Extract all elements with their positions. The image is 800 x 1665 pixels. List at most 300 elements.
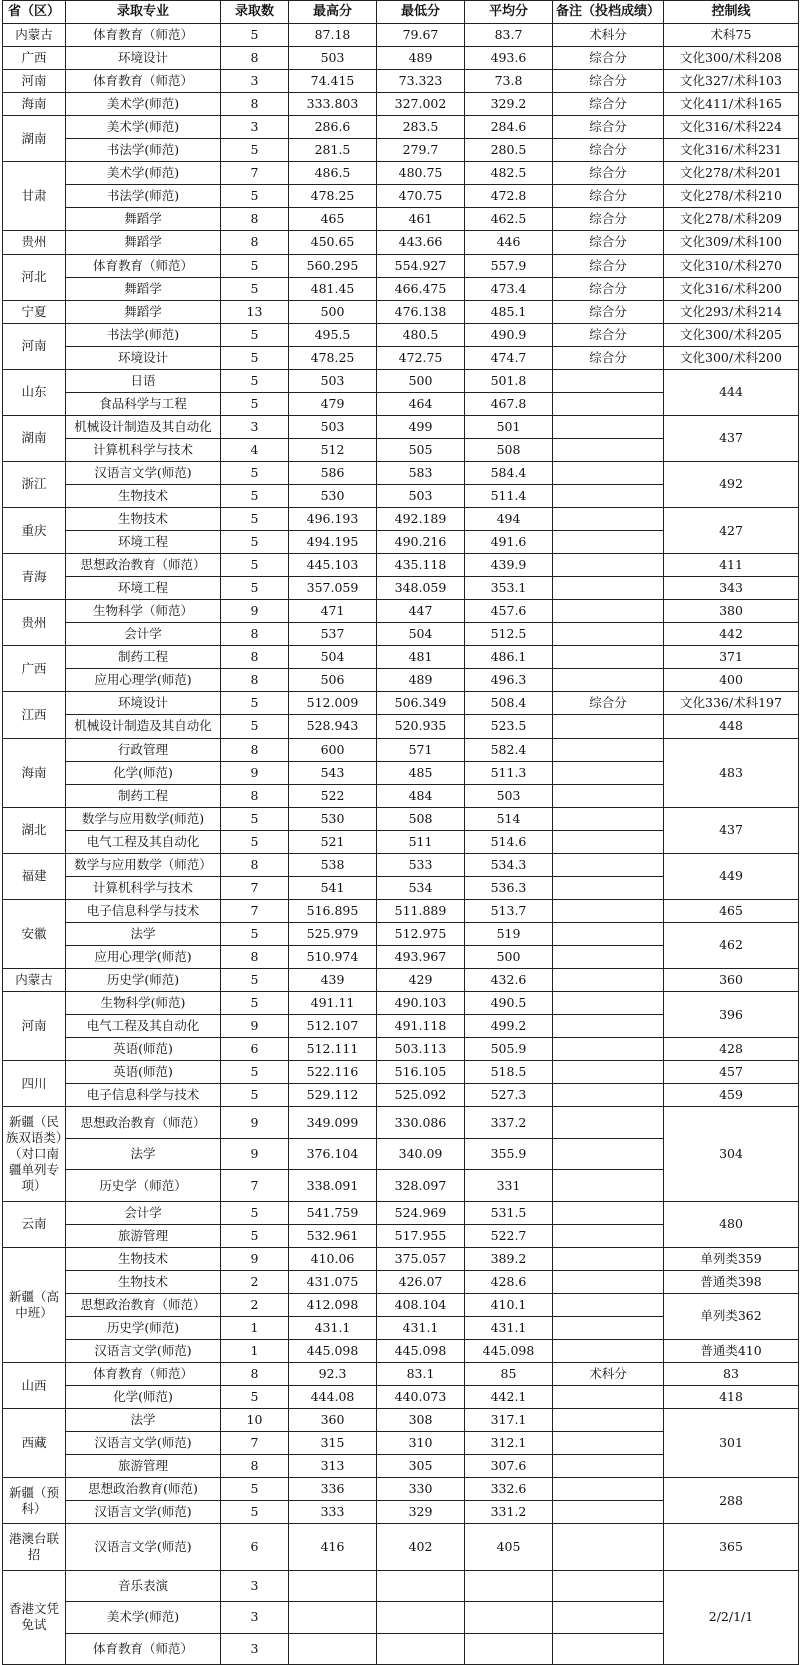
avg-score-cell: 490.9 <box>465 323 553 346</box>
control-line-cell: 文化293/术科214 <box>664 300 799 323</box>
count-cell: 5 <box>221 1201 289 1224</box>
table-row <box>3 1478 799 1501</box>
min-score-cell: 466.475 <box>377 277 465 300</box>
avg-score-cell: 522.7 <box>465 1224 553 1247</box>
admission-table-container <box>2 0 798 1665</box>
count-cell: 2 <box>221 1270 289 1293</box>
table-row <box>3 254 799 277</box>
control-line-cell: 492 <box>664 461 799 507</box>
avg-score-cell: 531.5 <box>465 1201 553 1224</box>
count-cell: 3 <box>221 1602 289 1634</box>
note-cell <box>553 554 664 577</box>
avg-score-cell <box>465 1602 553 1634</box>
count-cell: 5 <box>221 830 289 853</box>
control-line-cell: 437 <box>664 807 799 853</box>
max-score-cell <box>289 1570 377 1602</box>
major-cell: 生物技术 <box>66 1270 221 1293</box>
table-row <box>3 1270 799 1293</box>
note-cell <box>553 1386 664 1409</box>
major-cell: 生物科学(师范) <box>66 992 221 1015</box>
max-score-cell: 478.25 <box>289 346 377 369</box>
table-body <box>3 24 799 1665</box>
count-cell: 5 <box>221 922 289 945</box>
major-cell: 日语 <box>66 369 221 392</box>
control-line-cell: 427 <box>664 508 799 554</box>
max-score-cell: 537 <box>289 623 377 646</box>
table-row <box>3 1061 799 1084</box>
min-score-cell: 503 <box>377 484 465 507</box>
max-score-cell: 532.961 <box>289 1224 377 1247</box>
control-line-cell: 文化411/术科165 <box>664 93 799 116</box>
max-score-cell: 503 <box>289 369 377 392</box>
avg-score-cell: 536.3 <box>465 876 553 899</box>
count-cell: 5 <box>221 1478 289 1501</box>
min-score-cell: 340.09 <box>377 1138 465 1170</box>
min-score-cell: 305 <box>377 1455 465 1478</box>
avg-score-cell: 485.1 <box>465 300 553 323</box>
province-cell: 河南 <box>3 70 66 93</box>
max-score-cell: 410.06 <box>289 1247 377 1270</box>
avg-score-cell: 431.1 <box>465 1316 553 1339</box>
control-line-cell: 480 <box>664 1201 799 1247</box>
control-line-cell: 普通类398 <box>664 1270 799 1293</box>
major-cell: 会计学 <box>66 1201 221 1224</box>
max-score-cell: 333.803 <box>289 93 377 116</box>
min-score-cell: 492.189 <box>377 508 465 531</box>
max-score-cell: 281.5 <box>289 139 377 162</box>
note-cell <box>553 830 664 853</box>
avg-score-cell <box>465 1570 553 1602</box>
count-cell: 7 <box>221 1170 289 1202</box>
max-score-cell: 444.08 <box>289 1386 377 1409</box>
note-cell <box>553 1633 664 1665</box>
table-row <box>3 47 799 70</box>
min-score-cell: 429 <box>377 968 465 991</box>
note-cell <box>553 369 664 392</box>
note-cell <box>553 484 664 507</box>
major-cell: 环境工程 <box>66 577 221 600</box>
note-cell <box>553 669 664 692</box>
major-cell: 美术学(师范) <box>66 116 221 139</box>
count-cell: 1 <box>221 1340 289 1363</box>
note-cell <box>553 715 664 738</box>
count-cell: 9 <box>221 761 289 784</box>
count-cell: 5 <box>221 968 289 991</box>
note-cell <box>553 531 664 554</box>
table-row <box>3 1570 799 1602</box>
count-cell: 10 <box>221 1409 289 1432</box>
min-score-cell: 489 <box>377 47 465 70</box>
note-cell: 综合分 <box>553 70 664 93</box>
max-score-cell: 349.099 <box>289 1107 377 1139</box>
max-score-cell: 431.1 <box>289 1316 377 1339</box>
province-cell: 河北 <box>3 254 66 300</box>
min-score-cell: 435.118 <box>377 554 465 577</box>
control-line-cell: 文化316/术科231 <box>664 139 799 162</box>
note-cell <box>553 1501 664 1524</box>
note-cell: 综合分 <box>553 277 664 300</box>
max-score-cell: 522 <box>289 784 377 807</box>
control-line-cell: 普通类410 <box>664 1340 799 1363</box>
province-cell: 新疆（预科） <box>3 1478 66 1524</box>
count-cell: 1 <box>221 1316 289 1339</box>
major-cell: 会计学 <box>66 623 221 646</box>
header-province: 省（区） <box>3 1 66 24</box>
avg-score-cell: 331 <box>465 1170 553 1202</box>
max-score-cell: 506 <box>289 669 377 692</box>
major-cell: 汉语言文学(师范) <box>66 1340 221 1363</box>
note-cell <box>553 1061 664 1084</box>
min-score-cell: 375.057 <box>377 1247 465 1270</box>
max-score-cell: 510.974 <box>289 945 377 968</box>
province-cell: 湖南 <box>3 415 66 461</box>
note-cell: 综合分 <box>553 185 664 208</box>
min-score-cell: 328.097 <box>377 1170 465 1202</box>
min-score-cell: 508 <box>377 807 465 830</box>
max-score-cell: 504 <box>289 646 377 669</box>
count-cell: 3 <box>221 70 289 93</box>
province-cell: 山西 <box>3 1363 66 1409</box>
count-cell: 5 <box>221 392 289 415</box>
major-cell: 环境设计 <box>66 692 221 715</box>
min-score-cell <box>377 1570 465 1602</box>
header-max-score: 最高分 <box>289 1 377 24</box>
max-score-cell: 512.111 <box>289 1038 377 1061</box>
province-cell: 广西 <box>3 47 66 70</box>
note-cell <box>553 1455 664 1478</box>
major-cell: 书法学(师范) <box>66 185 221 208</box>
count-cell: 7 <box>221 162 289 185</box>
major-cell: 体育教育（师范） <box>66 70 221 93</box>
note-cell <box>553 508 664 531</box>
major-cell: 舞蹈学 <box>66 300 221 323</box>
avg-score-cell: 499.2 <box>465 1015 553 1038</box>
min-score-cell: 440.073 <box>377 1386 465 1409</box>
min-score-cell: 464 <box>377 392 465 415</box>
min-score-cell: 447 <box>377 600 465 623</box>
note-cell <box>553 784 664 807</box>
table-row <box>3 738 799 761</box>
major-cell: 英语(师范) <box>66 1061 221 1084</box>
table-row <box>3 1363 799 1386</box>
count-cell: 5 <box>221 277 289 300</box>
major-cell: 法学 <box>66 1409 221 1432</box>
control-line-cell: 459 <box>664 1084 799 1107</box>
avg-score-cell: 496.3 <box>465 669 553 692</box>
count-cell: 8 <box>221 231 289 254</box>
max-score-cell: 600 <box>289 738 377 761</box>
header-row <box>3 1 799 24</box>
max-score-cell: 530 <box>289 484 377 507</box>
note-cell <box>553 1524 664 1570</box>
table-row <box>3 24 799 47</box>
avg-score-cell: 501.8 <box>465 369 553 392</box>
min-score-cell: 583 <box>377 461 465 484</box>
max-score-cell: 465 <box>289 208 377 231</box>
avg-score-cell: 355.9 <box>465 1138 553 1170</box>
control-line-cell: 449 <box>664 853 799 899</box>
count-cell: 5 <box>221 484 289 507</box>
control-line-cell: 文化327/术科103 <box>664 70 799 93</box>
avg-score-cell: 353.1 <box>465 577 553 600</box>
avg-score-cell: 491.6 <box>465 531 553 554</box>
min-score-cell: 489 <box>377 669 465 692</box>
min-score-cell: 308 <box>377 1409 465 1432</box>
table-row <box>3 116 799 139</box>
max-score-cell: 445.098 <box>289 1340 377 1363</box>
count-cell: 8 <box>221 1363 289 1386</box>
table-row <box>3 323 799 346</box>
table-row <box>3 1247 799 1270</box>
avg-score-cell: 445.098 <box>465 1340 553 1363</box>
control-line-cell: 文化336/术科197 <box>664 692 799 715</box>
count-cell: 5 <box>221 508 289 531</box>
min-score-cell: 472.75 <box>377 346 465 369</box>
count-cell: 8 <box>221 945 289 968</box>
table-row <box>3 554 799 577</box>
control-line-cell: 301 <box>664 1409 799 1478</box>
min-score-cell: 330.086 <box>377 1107 465 1139</box>
control-line-cell: 文化300/术科200 <box>664 346 799 369</box>
table-row <box>3 415 799 438</box>
min-score-cell: 503.113 <box>377 1038 465 1061</box>
note-cell: 综合分 <box>553 116 664 139</box>
note-cell <box>553 646 664 669</box>
major-cell: 思想政治教育（师范） <box>66 1293 221 1316</box>
min-score-cell: 348.059 <box>377 577 465 600</box>
major-cell: 数学与应用数学(师范) <box>66 807 221 830</box>
count-cell: 8 <box>221 623 289 646</box>
control-line-cell: 343 <box>664 577 799 600</box>
note-cell <box>553 1084 664 1107</box>
max-score-cell: 360 <box>289 1409 377 1432</box>
major-cell: 体育教育（师范） <box>66 254 221 277</box>
max-score-cell: 481.45 <box>289 277 377 300</box>
major-cell: 音乐表演 <box>66 1570 221 1602</box>
min-score-cell: 83.1 <box>377 1363 465 1386</box>
table-row <box>3 508 799 531</box>
min-score-cell: 79.67 <box>377 24 465 47</box>
note-cell <box>553 1170 664 1202</box>
province-cell: 贵州 <box>3 600 66 646</box>
avg-score-cell: 512.5 <box>465 623 553 646</box>
min-score-cell: 310 <box>377 1432 465 1455</box>
major-cell: 历史学(师范) <box>66 968 221 991</box>
note-cell: 综合分 <box>553 162 664 185</box>
max-score-cell: 586 <box>289 461 377 484</box>
min-score-cell: 533 <box>377 853 465 876</box>
min-score-cell: 327.002 <box>377 93 465 116</box>
note-cell <box>553 945 664 968</box>
control-line-cell: 文化310/术科270 <box>664 254 799 277</box>
control-line-cell: 444 <box>664 369 799 415</box>
count-cell: 5 <box>221 139 289 162</box>
major-cell: 美术学(师范) <box>66 162 221 185</box>
avg-score-cell: 280.5 <box>465 139 553 162</box>
min-score-cell: 443.66 <box>377 231 465 254</box>
province-cell: 内蒙古 <box>3 968 66 991</box>
avg-score-cell: 503 <box>465 784 553 807</box>
major-cell: 舞蹈学 <box>66 208 221 231</box>
province-cell: 甘肃 <box>3 162 66 231</box>
count-cell: 7 <box>221 876 289 899</box>
max-score-cell: 530 <box>289 807 377 830</box>
major-cell: 计算机科学与技术 <box>66 438 221 461</box>
min-score-cell <box>377 1633 465 1665</box>
avg-score-cell: 332.6 <box>465 1478 553 1501</box>
min-score-cell: 402 <box>377 1524 465 1570</box>
min-score-cell: 73.323 <box>377 70 465 93</box>
avg-score-cell: 505.9 <box>465 1038 553 1061</box>
note-cell <box>553 1247 664 1270</box>
max-score-cell: 357.059 <box>289 577 377 600</box>
note-cell <box>553 738 664 761</box>
count-cell: 5 <box>221 531 289 554</box>
count-cell: 5 <box>221 1501 289 1524</box>
avg-score-cell: 508 <box>465 438 553 461</box>
table-row <box>3 623 799 646</box>
min-score-cell: 554.927 <box>377 254 465 277</box>
table-row <box>3 968 799 991</box>
note-cell: 综合分 <box>553 93 664 116</box>
table-row <box>3 692 799 715</box>
min-score-cell: 480.75 <box>377 162 465 185</box>
avg-score-cell: 482.5 <box>465 162 553 185</box>
max-score-cell: 491.11 <box>289 992 377 1015</box>
major-cell: 旅游管理 <box>66 1455 221 1478</box>
max-score-cell: 479 <box>289 392 377 415</box>
avg-score-cell: 493.6 <box>465 47 553 70</box>
avg-score-cell: 337.2 <box>465 1107 553 1139</box>
min-score-cell: 504 <box>377 623 465 646</box>
note-cell <box>553 577 664 600</box>
control-line-cell: 单列类362 <box>664 1293 799 1339</box>
table-row <box>3 1201 799 1224</box>
max-score-cell: 445.103 <box>289 554 377 577</box>
province-cell: 海南 <box>3 93 66 116</box>
major-cell: 数学与应用数学（师范） <box>66 853 221 876</box>
table-row <box>3 992 799 1015</box>
major-cell: 电子信息科学与技术 <box>66 899 221 922</box>
control-line-cell: 418 <box>664 1386 799 1409</box>
min-score-cell: 505 <box>377 438 465 461</box>
major-cell: 行政管理 <box>66 738 221 761</box>
province-cell: 浙江 <box>3 461 66 507</box>
note-cell <box>553 623 664 646</box>
major-cell: 汉语言文学(师范) <box>66 1432 221 1455</box>
note-cell: 综合分 <box>553 231 664 254</box>
avg-score-cell: 462.5 <box>465 208 553 231</box>
count-cell: 5 <box>221 992 289 1015</box>
min-score-cell: 534 <box>377 876 465 899</box>
note-cell <box>553 1270 664 1293</box>
major-cell: 生物技术 <box>66 1247 221 1270</box>
avg-score-cell: 85 <box>465 1363 553 1386</box>
avg-score-cell: 490.5 <box>465 992 553 1015</box>
note-cell: 综合分 <box>553 208 664 231</box>
avg-score-cell: 511.3 <box>465 761 553 784</box>
note-cell <box>553 1138 664 1170</box>
max-score-cell: 528.943 <box>289 715 377 738</box>
note-cell: 综合分 <box>553 254 664 277</box>
major-cell: 书法学(师范) <box>66 323 221 346</box>
max-score-cell: 315 <box>289 1432 377 1455</box>
max-score-cell: 522.116 <box>289 1061 377 1084</box>
table-row <box>3 1409 799 1432</box>
count-cell: 3 <box>221 1570 289 1602</box>
province-cell: 湖北 <box>3 807 66 853</box>
max-score-cell: 431.075 <box>289 1270 377 1293</box>
control-line-cell: 365 <box>664 1524 799 1570</box>
max-score-cell: 74.415 <box>289 70 377 93</box>
note-cell <box>553 992 664 1015</box>
min-score-cell: 279.7 <box>377 139 465 162</box>
province-cell: 河南 <box>3 323 66 369</box>
note-cell: 综合分 <box>553 300 664 323</box>
avg-score-cell: 446 <box>465 231 553 254</box>
count-cell: 9 <box>221 1107 289 1139</box>
province-cell: 港澳台联招 <box>3 1524 66 1570</box>
count-cell: 5 <box>221 1386 289 1409</box>
table-row <box>3 646 799 669</box>
major-cell: 生物科学（师范） <box>66 600 221 623</box>
count-cell: 7 <box>221 899 289 922</box>
table-row <box>3 1524 799 1547</box>
max-score-cell: 516.895 <box>289 899 377 922</box>
header-control-line: 控制线 <box>664 1 799 24</box>
count-cell: 5 <box>221 1084 289 1107</box>
avg-score-cell: 527.3 <box>465 1084 553 1107</box>
count-cell: 3 <box>221 116 289 139</box>
province-cell: 安徽 <box>3 899 66 968</box>
avg-score-cell: 472.8 <box>465 185 553 208</box>
control-line-cell: 462 <box>664 922 799 968</box>
avg-score-cell: 523.5 <box>465 715 553 738</box>
count-cell: 5 <box>221 185 289 208</box>
control-line-cell: 457 <box>664 1061 799 1084</box>
count-cell: 8 <box>221 853 289 876</box>
count-cell: 4 <box>221 438 289 461</box>
avg-score-cell: 467.8 <box>465 392 553 415</box>
province-cell: 福建 <box>3 853 66 899</box>
min-score-cell: 499 <box>377 415 465 438</box>
note-cell <box>553 922 664 945</box>
header-note: 备注（投档成绩） <box>553 1 664 24</box>
province-cell: 四川 <box>3 1061 66 1107</box>
min-score-cell: 490.216 <box>377 531 465 554</box>
count-cell: 8 <box>221 47 289 70</box>
note-cell <box>553 968 664 991</box>
count-cell: 8 <box>221 784 289 807</box>
avg-score-cell: 410.1 <box>465 1293 553 1316</box>
avg-score-cell: 514 <box>465 807 553 830</box>
count-cell: 5 <box>221 554 289 577</box>
avg-score-cell: 284.6 <box>465 116 553 139</box>
note-cell: 综合分 <box>553 346 664 369</box>
major-cell: 机械设计制造及其自动化 <box>66 715 221 738</box>
control-line-cell: 400 <box>664 669 799 692</box>
control-line-cell: 文化316/术科224 <box>664 116 799 139</box>
min-score-cell: 426.07 <box>377 1270 465 1293</box>
max-score-cell: 313 <box>289 1455 377 1478</box>
avg-score-cell: 329.2 <box>465 93 553 116</box>
major-cell: 法学 <box>66 922 221 945</box>
major-cell: 旅游管理 <box>66 1224 221 1247</box>
avg-score-cell: 331.2 <box>465 1501 553 1524</box>
table-row <box>3 300 799 323</box>
max-score-cell: 286.6 <box>289 116 377 139</box>
major-cell: 历史学(师范) <box>66 1316 221 1339</box>
